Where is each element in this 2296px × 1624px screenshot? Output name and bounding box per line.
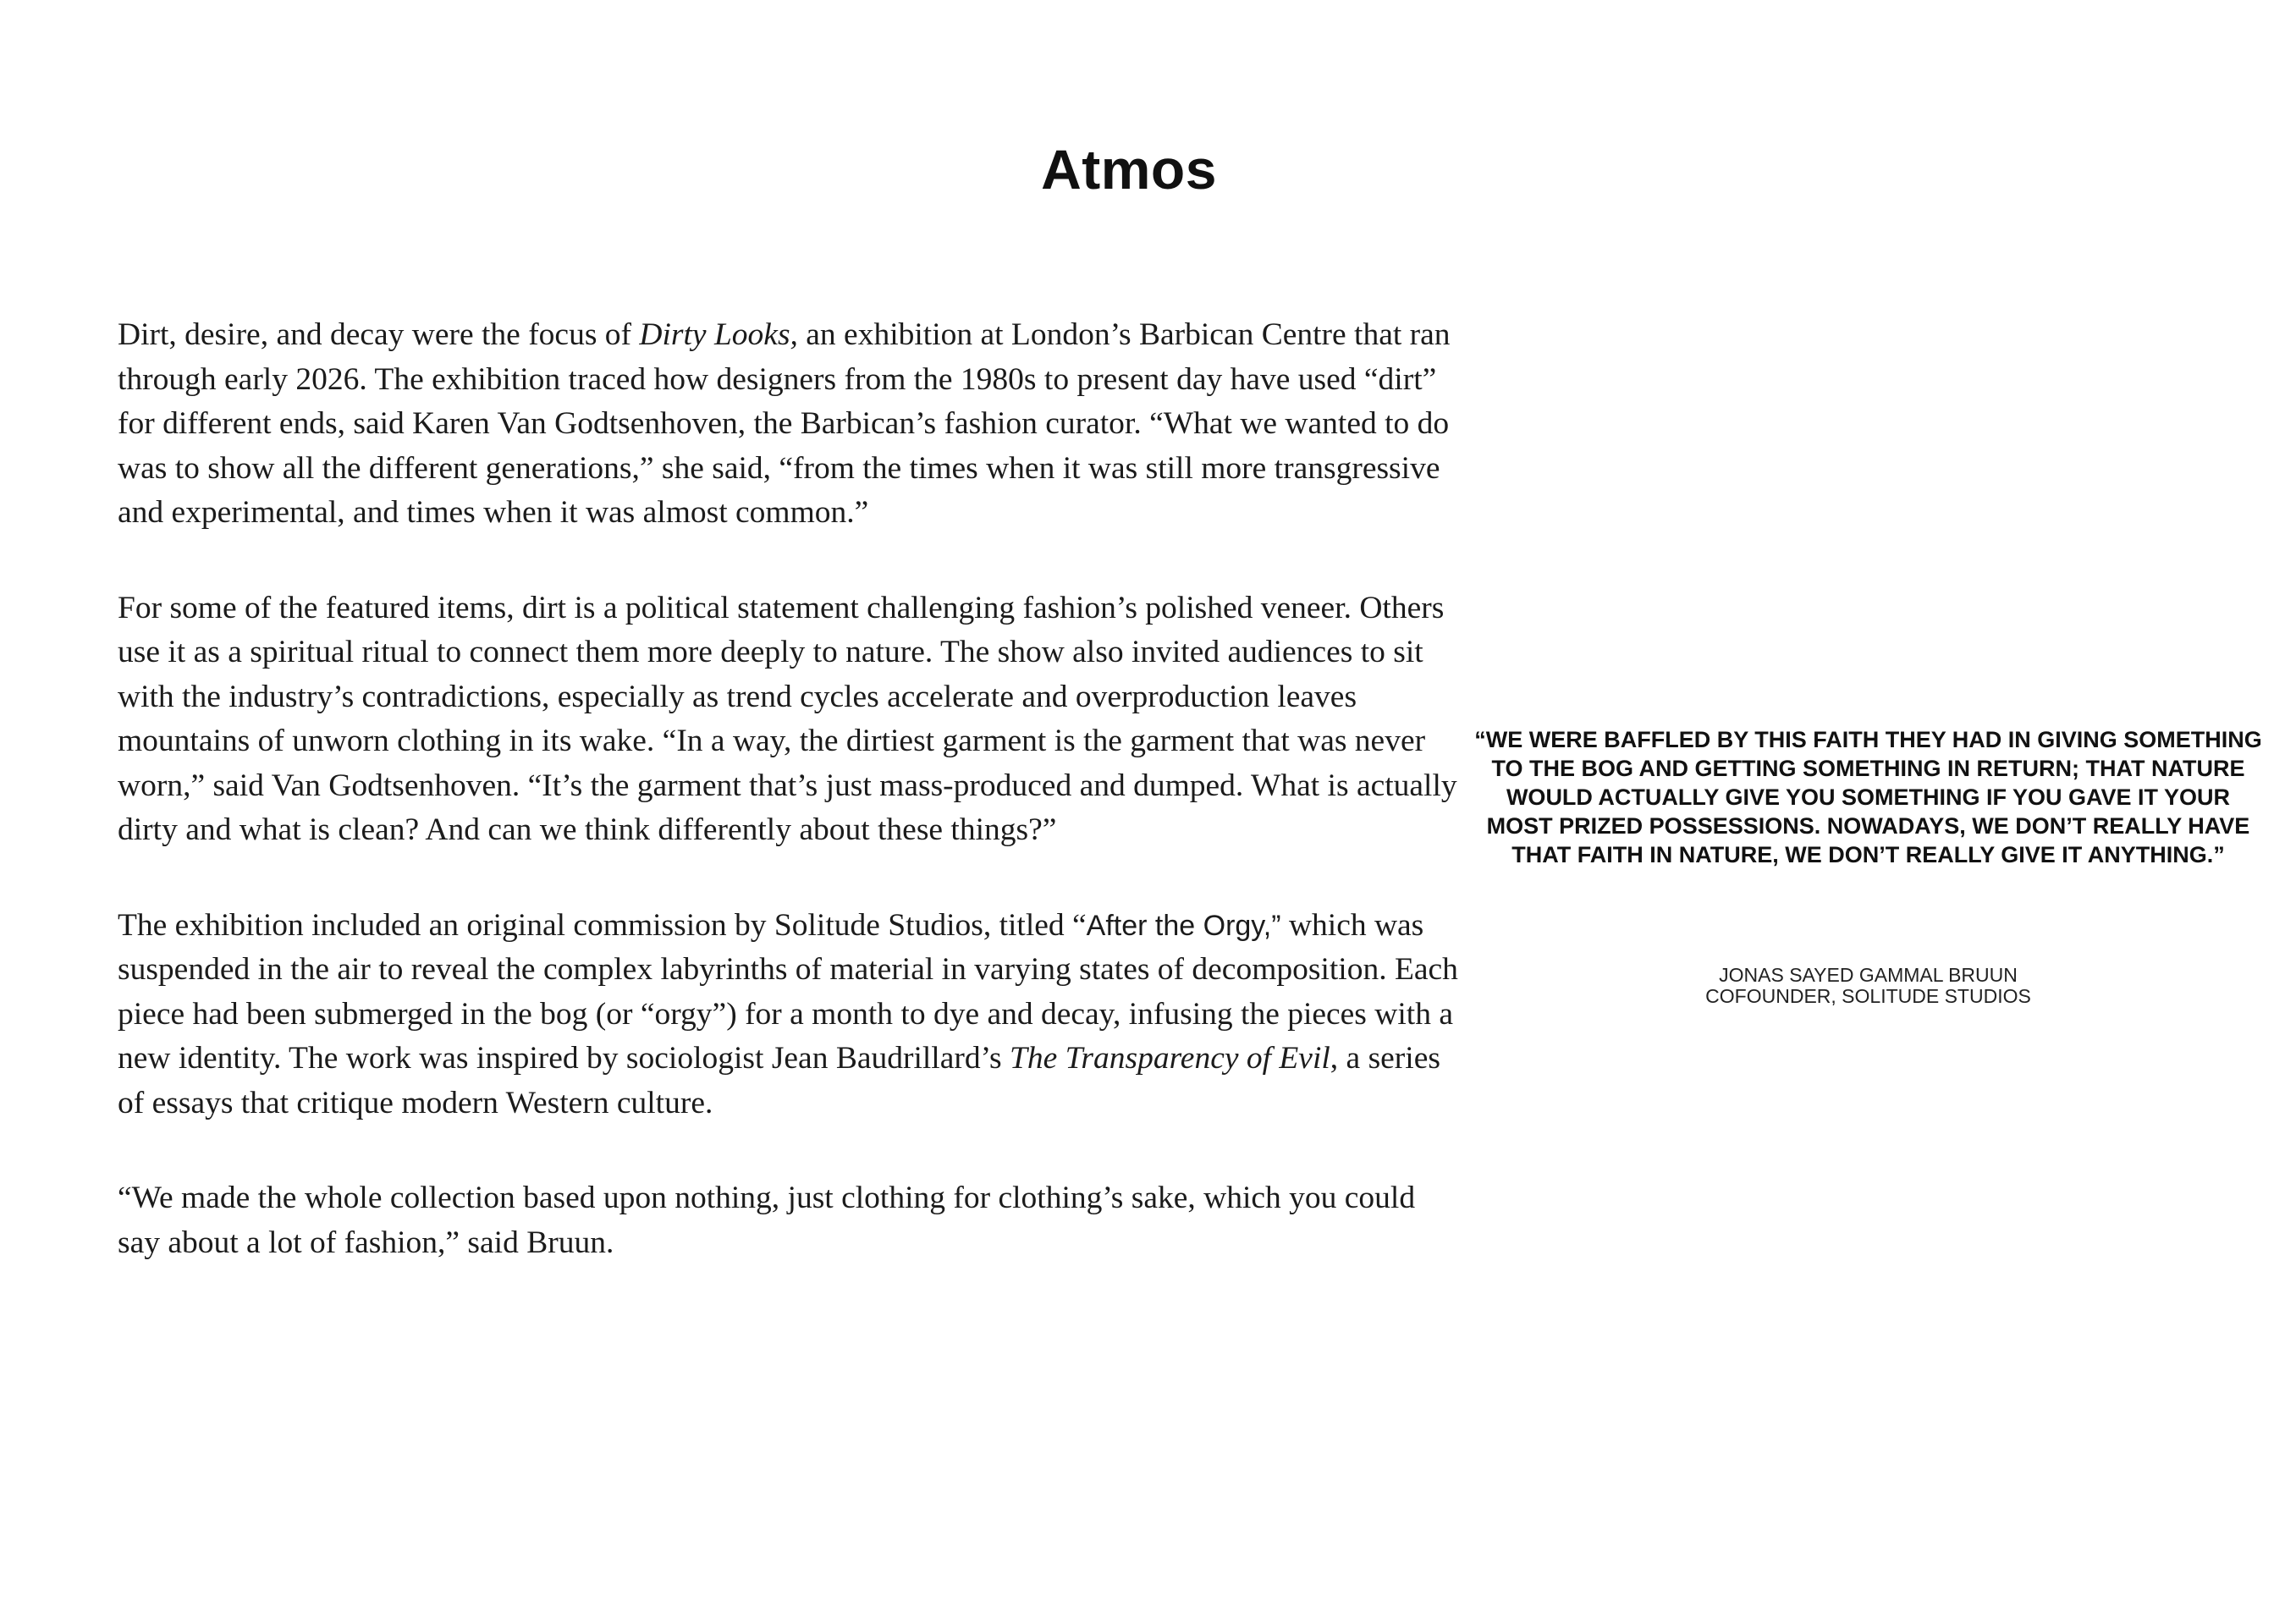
commission-title: After the Orgy,”: [1086, 909, 1281, 942]
article-paragraph-3: [118, 904, 1463, 1126]
book-title: The Transparency of Evil: [1010, 1041, 1330, 1076]
pull-quote: “WE WERE BAFFLED BY THIS FAITH THEY HAD IN GIVING SOMETHING TO THE BOG AND GETTING SOMETHING IN RETURN; THAT NATURE WOULD ACTUALLY GIVE YOU SOMETHING IF YOU GAVE IT YOUR MOST PRIZED POSSESSIONS. NOWADAYS, WE DON’T REALLY HAVE THAT FAITH IN NATURE, WE DON’T REALLY GIVE IT ANYTHING.”: [1474, 727, 2262, 867]
paragraph-1-text-a: Dirt, desire, and decay were the focus of: [118, 317, 640, 352]
paragraph-3-text-c: , a series of essays that critique modern Western culture.: [118, 1041, 1440, 1120]
attribution-role: COFOUNDER, SOLITUDE STUDIOS: [1705, 985, 2031, 1007]
attribution-name: JONAS SAYED GAMMAL BRUUN: [1719, 964, 2018, 986]
exhibition-title: Dirty Looks,: [639, 317, 798, 352]
page-title: Atmos: [1041, 138, 1217, 201]
paragraph-1-text-b: an exhibition at London’s Barbican Centre that ran through early 2026. The exhibition traced how designers from the 1980s to present day have used “dirt” for different ends, said Karen Van Godtsenhoven, the Barbican’s fashion curator. “What we wanted to do was to show all the different generations,” she said, “from the times when it was still more transgressive and experimental, and times when it was almost common.”: [118, 317, 1451, 530]
article-body: [118, 313, 1463, 1316]
quote-attribution: [1473, 965, 2264, 1007]
article-paragraph-4: “We made the whole collection based upon nothing, just clothing for clothing’s sake, which you could say about a lot of fashion,” said Bruun.: [118, 1181, 1416, 1260]
paragraph-3-text-b: which was suspended in the air to reveal the complex labyrinths of material in varying states of decomposition. Each piece had been submerged in the bog (or “orgy”) for a month to dye and decay, infusing the pieces with a new identity. The work was inspired by sociologist Jean Baudrillard’s: [118, 907, 1458, 1076]
paragraph-3-text-a: The exhibition included an original commission by Solitude Studios, titled “: [118, 907, 1087, 943]
article-paragraph-1: [118, 313, 1463, 536]
article-paragraph-2: For some of the featured items, dirt is a political statement challenging fashion’s polished veneer. Others use it as a spiritual ritual to connect them more deeply to nature. The show also invited audiences to sit with the industry’s contradictions, especially as trend cycles accelerate and overproduction leaves mountains of unworn clothing in its wake. “In a way, the dirtiest garment is the garment that was never worn,” said Van Godtsenhoven. “It’s the garment that’s just mass-produced and dumped. What is actually dirty and what is clean? And can we think differently about these things?”: [118, 590, 1457, 847]
